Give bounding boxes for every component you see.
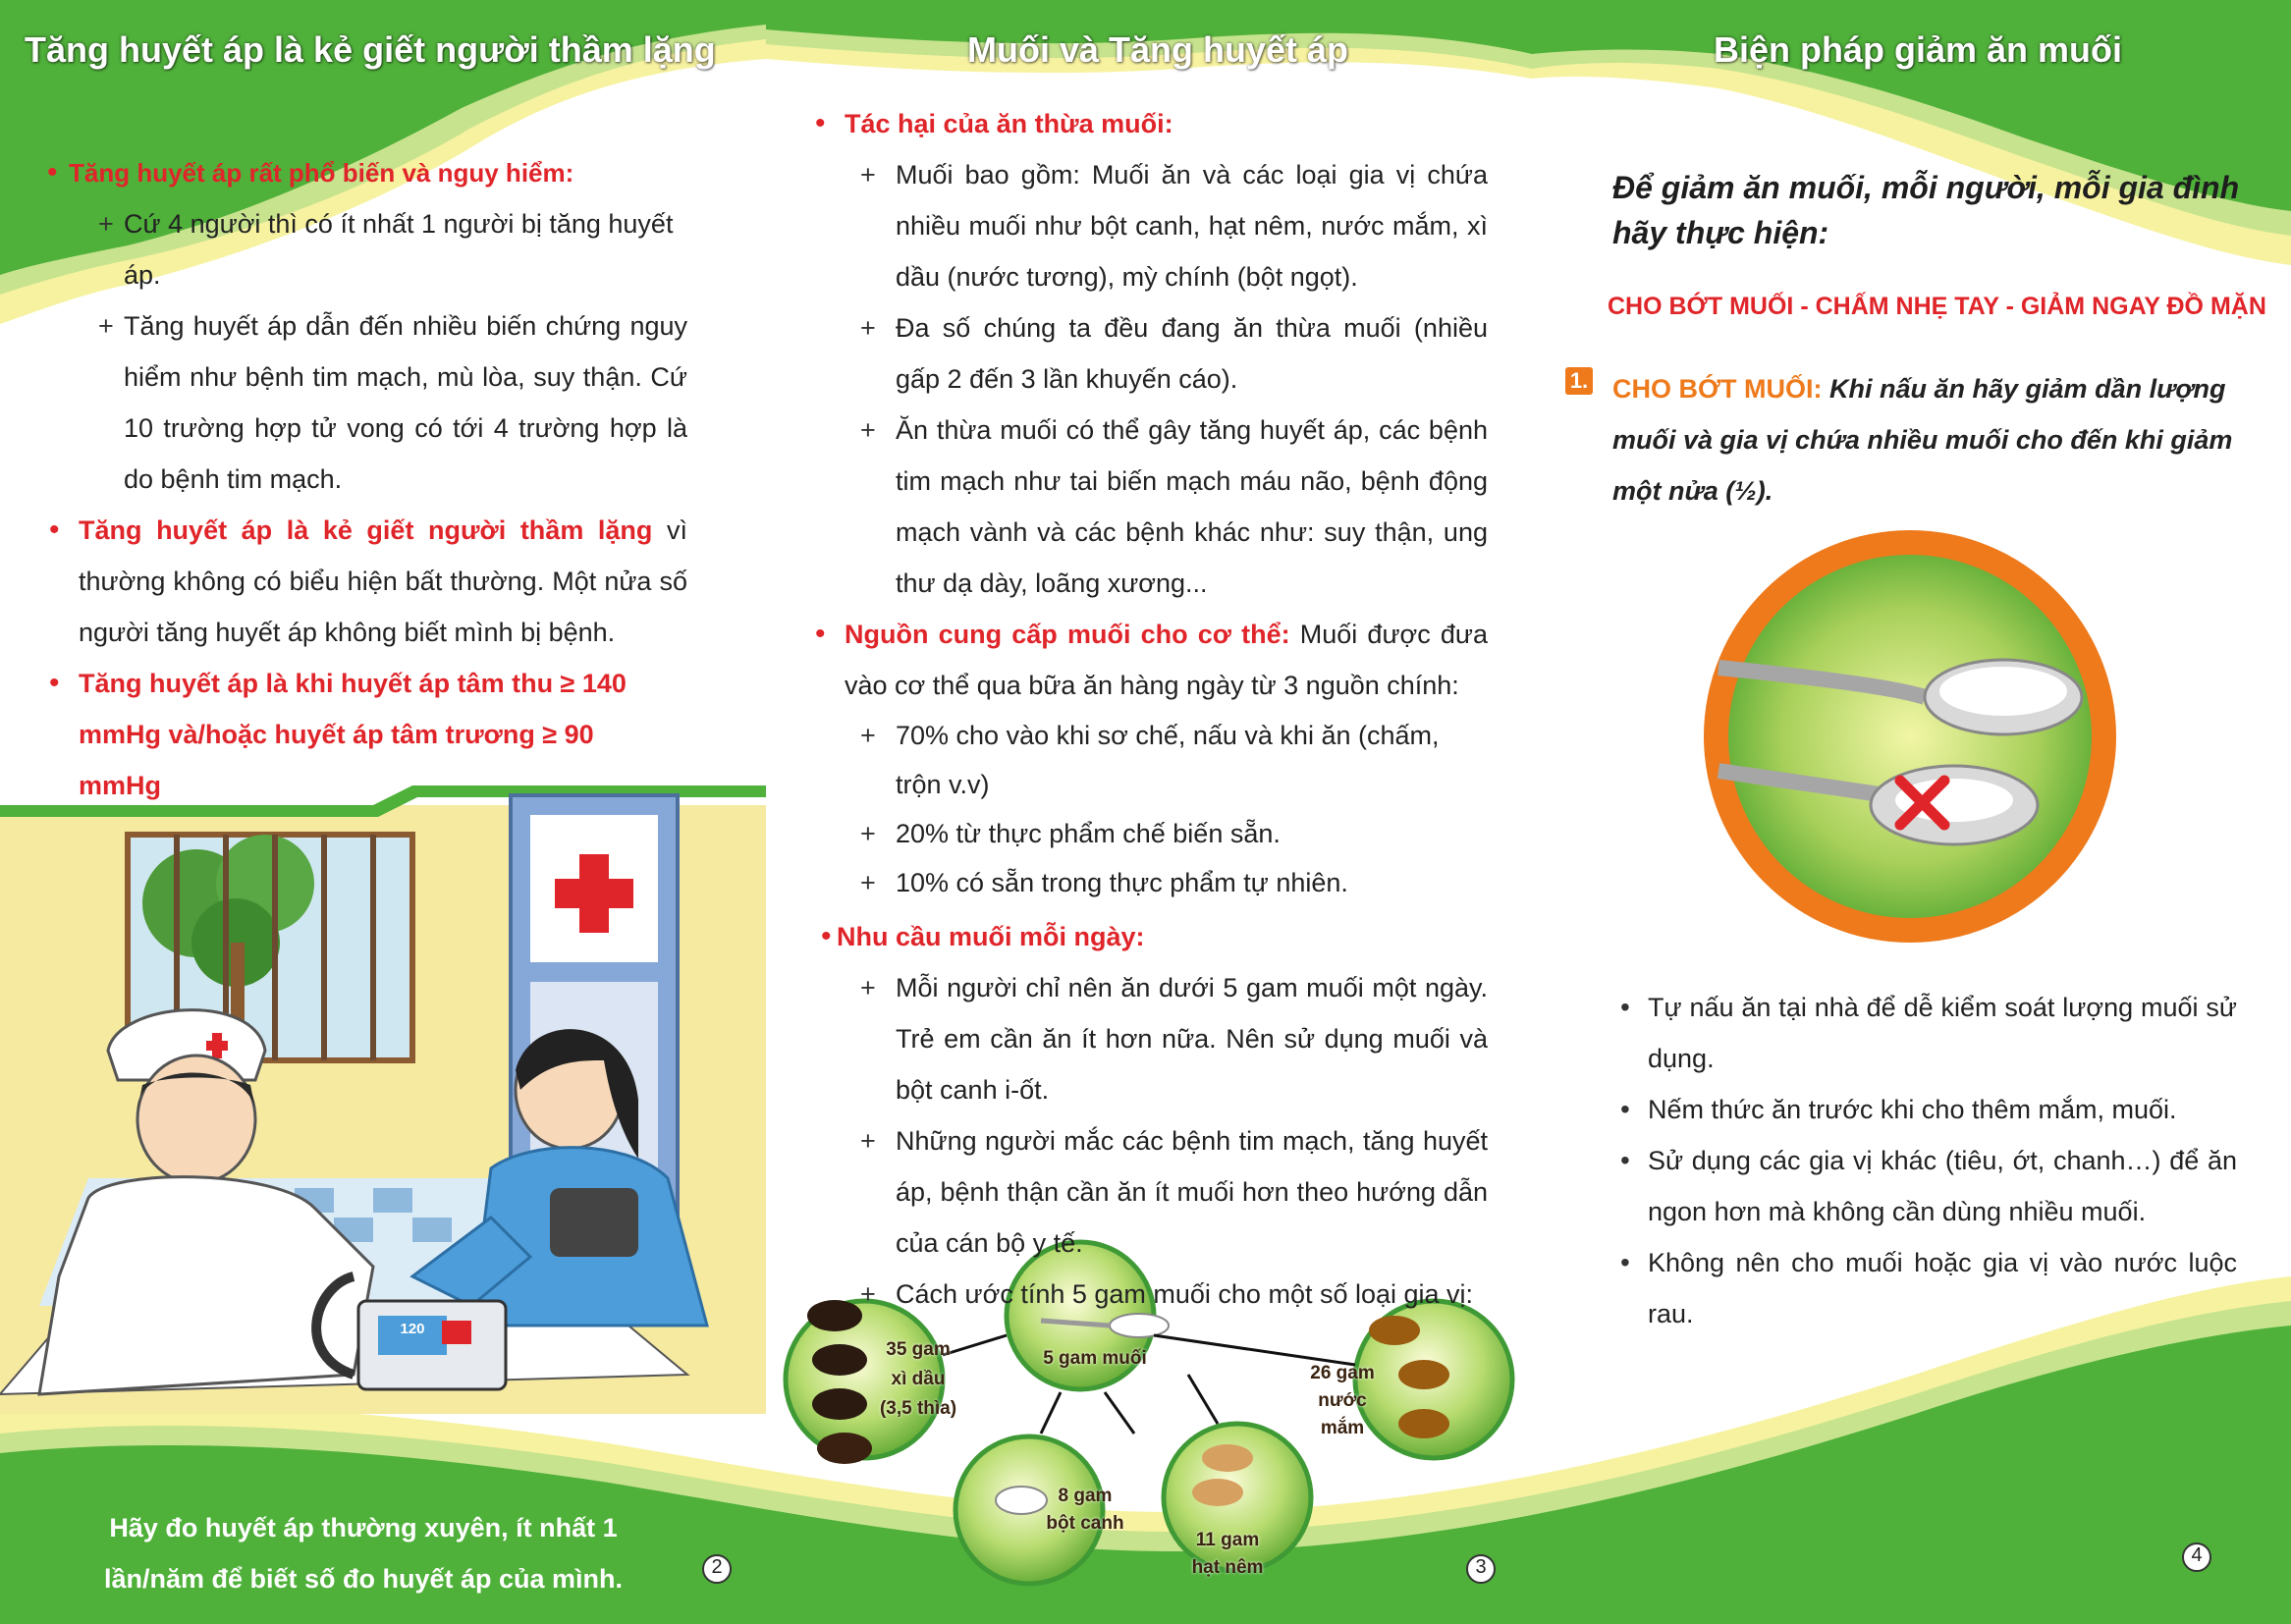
step-1-label: CHO BỚT MUỐI: xyxy=(1612,374,1823,404)
panel2-s2-item-1-text: 70% cho vào khi sơ chế, nấu và khi ăn (chấm, trộn v.v) xyxy=(896,721,1440,799)
panel1-content xyxy=(47,147,687,811)
plus-mark: + xyxy=(98,209,114,239)
plus-mark: + xyxy=(860,868,876,897)
panel1-title: Tăng huyết áp là kẻ giết người thầm lặng xyxy=(25,29,716,70)
panel2-section-3 xyxy=(821,911,1488,962)
panel2-s3-item-1-text: Mỗi người chỉ nên ăn dưới 5 gam muối một ngày. Trẻ em cần ăn ít hơn nữa. Nên sử dụng muối và bột canh i-ốt. xyxy=(896,973,1488,1105)
panel1-bullet-2-red: Tăng huyết áp là kẻ giết người thầm lặng xyxy=(79,515,653,545)
panel3-bullet-4 xyxy=(1620,1237,2237,1339)
panel3-bullet-1-text: Tự nấu ăn tại nhà để dễ kiểm soát lượng muối sử dụng. xyxy=(1648,993,2237,1073)
label-seasoning-1: 11 gam xyxy=(1195,1530,1260,1550)
panel1-bullet-2 xyxy=(49,505,687,658)
panel2-section-1 xyxy=(815,98,1488,149)
panel2-s3-item-3-text: Cách ước tính 5 gam muối cho một số loại gia vị: xyxy=(896,1279,1474,1309)
plus-mark: + xyxy=(860,313,876,343)
panel1-bullet-3-text: Tăng huyết áp là khi huyết áp tâm thu ≥ 140 mmHg và/hoặc huyết áp tâm trương ≥ 90 mmHg xyxy=(79,669,627,800)
panel1-sub-2-text: Tăng huyết áp dẫn đến nhiều biến chứng nguy hiểm như bệnh tim mạch, mù lòa, suy thận. Cứ 10 trường hợp tử vong có tới 4 trường hợp là do bệnh tim mạch. xyxy=(124,311,687,494)
panel2-section-2-intro: Muối được đưa vào cơ thể qua bữa ăn hàng ngày từ 3 nguồn chính: xyxy=(845,620,1488,700)
page-number-4: 4 xyxy=(2191,1544,2203,1566)
label-fish-1: 26 gam xyxy=(1310,1363,1375,1383)
panel1-sub-1 xyxy=(98,198,687,300)
panel2-content xyxy=(815,98,1488,1320)
bullet-dot: • xyxy=(815,107,826,139)
bullet-dot: • xyxy=(815,618,826,650)
panel1-bullet-2-rest: vì thường không có biểu hiện bất thường. Một nửa số người tăng huyết áp không biết mình bị bệnh. xyxy=(79,515,687,647)
panel3-step-1 xyxy=(1612,363,2241,516)
panel3-title: Biện pháp giảm ăn muối xyxy=(1714,29,2123,70)
label-broth-powder xyxy=(1041,1483,1129,1538)
label-seasoning xyxy=(1183,1527,1272,1582)
panel1-bullet-1 xyxy=(47,147,687,198)
panel2-s1-item-3-text: Ăn thừa muối có thể gây tăng huyết áp, các bệnh tim mạch như tai biến mạch máu não, bệnh động mạch vành và các bệnh khác như: suy thận, ung thư dạ dày, loãng xương... xyxy=(896,415,1488,598)
panel2-s1-item-1 xyxy=(860,149,1488,302)
panel3-bullet-3-text: Sử dụng các gia vị khác (tiêu, ớt, chanh…) để ăn ngon hơn mà không cần dùng nhiều muối. xyxy=(1648,1146,2237,1226)
panel2-title: Muối và Tăng huyết áp xyxy=(967,29,1349,70)
panel2-s1-item-3 xyxy=(860,405,1488,609)
label-fish-sauce xyxy=(1298,1360,1387,1442)
plus-mark: + xyxy=(860,973,876,1002)
bullet-dot: • xyxy=(821,920,832,952)
page-number-3: 3 xyxy=(1475,1556,1487,1578)
plus-mark: + xyxy=(860,819,876,848)
plus-mark: + xyxy=(860,415,876,445)
panel3-slogan: CHO BỚT MUỐI - CHẤM NHẸ TAY - GIẢM NGAY ĐỒ MẶN xyxy=(1608,293,2266,320)
label-soy-2: xì dầu xyxy=(891,1369,946,1389)
panel3-bullet-3 xyxy=(1620,1135,2237,1237)
panel3-intro: Để giảm ăn muối, mỗi người, mỗi gia đình hãy thực hiện: xyxy=(1612,170,2240,250)
panel2-s2-item-3-text: 10% có sẵn trong thực phẩm tự nhiên. xyxy=(896,868,1348,897)
panel3-bullet-2 xyxy=(1620,1084,2237,1135)
page-number-2: 2 xyxy=(711,1556,723,1578)
panel3-bullet-4-text: Không nên cho muối hoặc gia vị vào nước luộc rau. xyxy=(1648,1248,2237,1328)
bullet-dot: • xyxy=(47,156,58,189)
plus-mark: + xyxy=(98,311,114,341)
label-broth-2: bột canh xyxy=(1046,1513,1124,1534)
label-seasoning-2: hạt nêm xyxy=(1191,1557,1264,1578)
panel3-bullet-2-text: Nếm thức ăn trước khi cho thêm mắm, muối. xyxy=(1648,1095,2177,1124)
panel1-bullet-3 xyxy=(49,658,668,811)
panel2-s1-item-2 xyxy=(860,302,1488,405)
panel2-s2-item-2-text: 20% từ thực phẩm chế biến sẵn. xyxy=(896,819,1281,848)
panel2-section-2 xyxy=(815,609,1488,711)
plus-mark: + xyxy=(860,1126,876,1156)
panel1-bullet-1-heading: Tăng huyết áp rất phổ biến và nguy hiểm: xyxy=(69,158,574,188)
label-salt: 5 gam muối xyxy=(1043,1348,1147,1369)
plus-mark: + xyxy=(860,721,876,750)
plus-mark: + xyxy=(860,1279,876,1309)
nurse-illustration xyxy=(0,785,766,1414)
label-soy-1: 35 gam xyxy=(886,1339,951,1360)
bullet-dot: • xyxy=(1620,992,1630,1022)
panel2-s3-item-1 xyxy=(860,962,1488,1115)
label-soy-sauce xyxy=(869,1335,967,1424)
panel2-s3-item-2-text: Những người mắc các bệnh tim mạch, tăng huyết áp, bệnh thận cần ăn ít muối hơn theo hướng dẫn của cán bộ y tế. xyxy=(896,1126,1488,1258)
bullet-dot: • xyxy=(1620,1145,1630,1175)
label-soy-3: (3,5 thìa) xyxy=(879,1398,957,1419)
panel3-bullets xyxy=(1620,982,2237,1339)
step-1-text: Khi nấu ăn hãy giảm dần lượng muối và gia vị chứa nhiều muối cho đến khi giảm một nửa (½). xyxy=(1612,374,2233,506)
panel2-s2-item-2 xyxy=(860,809,1488,858)
panel2-s1-item-2-text: Đa số chúng ta đều đang ăn thừa muối (nhiều gấp 2 đến 3 lần khuyến cáo). xyxy=(896,313,1488,394)
plus-mark: + xyxy=(860,160,876,189)
spoon-halving-illustration xyxy=(1704,530,2116,943)
panel1-sub-1-text: Cứ 4 người thì có ít nhất 1 người bị tăng huyết áp. xyxy=(124,209,674,290)
panel2-s2-item-3 xyxy=(860,858,1488,907)
label-fish-2: nước mắm xyxy=(1318,1390,1367,1438)
step-number-badge: 1. xyxy=(1565,367,1593,395)
panel2-section-2-heading: Nguồn cung cấp muối cho cơ thể: xyxy=(845,620,1290,649)
label-broth-1: 8 gam xyxy=(1058,1486,1113,1506)
panel2-s2-item-1 xyxy=(860,711,1488,809)
panel2-s3-item-3 xyxy=(860,1269,1488,1320)
panel1-sub-2 xyxy=(98,300,687,505)
panel2-section-3-heading: Nhu cầu muối mỗi ngày: xyxy=(837,922,1145,951)
panel2-s1-item-1-text: Muối bao gồm: Muối ăn và các loại gia vị chứa nhiều muối như bột canh, hạt nêm, nước mắm, xì dầu (nước tương), mỳ chính (bột ngọt). xyxy=(896,160,1488,292)
bp-monitor-reading: 120 xyxy=(400,1321,425,1337)
bullet-dot: • xyxy=(1620,1247,1630,1277)
bullet-dot: • xyxy=(1620,1094,1630,1124)
bullet-dot: • xyxy=(49,514,60,546)
panel1-bottom-text: Hãy đo huyết áp thường xuyên, ít nhất 1 lần/năm để biết số đo huyết áp của mình. xyxy=(103,1513,624,1594)
bullet-dot: • xyxy=(49,667,60,699)
panel2-s3-item-2 xyxy=(860,1115,1488,1269)
panel3-bullet-1 xyxy=(1620,982,2237,1084)
panel2-section-1-heading: Tác hại của ăn thừa muối: xyxy=(845,109,1173,138)
